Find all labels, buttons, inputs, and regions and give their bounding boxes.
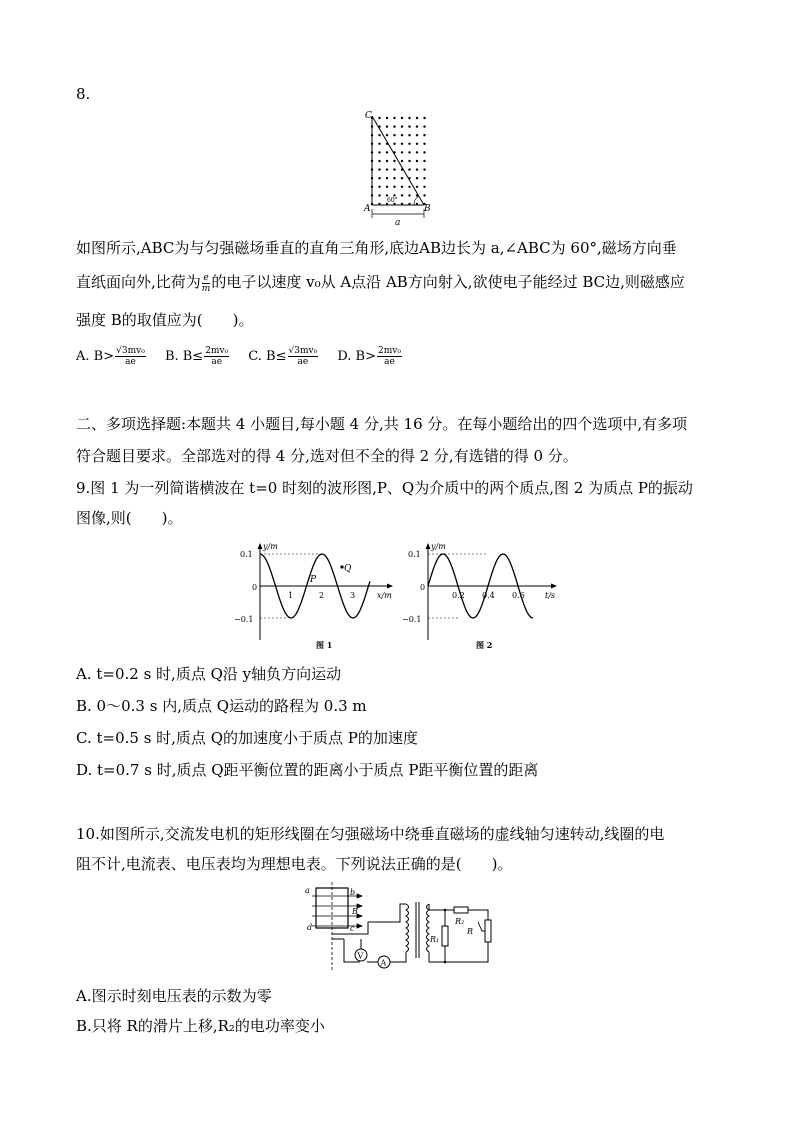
field-dot bbox=[408, 134, 410, 136]
field-dot bbox=[393, 134, 395, 136]
label-c: c bbox=[350, 924, 355, 933]
field-dot bbox=[408, 117, 410, 119]
rheostat-R bbox=[485, 920, 491, 942]
label-A: A bbox=[364, 204, 371, 214]
field-dot bbox=[423, 151, 425, 153]
q10-line2: 阻不计,电流表、电压表均为理想电表。下列说法正确的是( )。 bbox=[76, 855, 513, 873]
field-dot bbox=[378, 160, 380, 162]
q9-option-d[interactable]: D. t=0.7 s 时,质点 Q距平衡位置的距离小于质点 P距平衡位置的距离 bbox=[76, 761, 539, 779]
fig2-tick-0.6: 0.6 bbox=[512, 591, 525, 600]
field-dot bbox=[386, 186, 388, 188]
q8-option-a[interactable]: A. B> $\frac{\text{√3mv₀}}{ae}$ bbox=[76, 346, 145, 367]
svg-text:x/m: x/m bbox=[377, 591, 392, 600]
q8-option-c[interactable]: C. B≤ $\frac{\text{√3mv₀}}{ae}$ bbox=[248, 346, 318, 367]
field-dot bbox=[401, 151, 403, 153]
section2-line1: 二、多项选择题:本题共 4 小题目,每小题 4 分,共 16 分。在每小题给出的四个选项中,有多项 bbox=[76, 415, 688, 433]
field-dot bbox=[378, 117, 380, 119]
label-B: B bbox=[352, 907, 358, 916]
field-dot bbox=[423, 168, 425, 170]
field-dot bbox=[401, 177, 403, 179]
field-dot bbox=[416, 168, 418, 170]
q9-figure2 bbox=[402, 540, 572, 652]
section2-line2: 符合题目要求。全部选对的得 4 分,选对但不全的得 2 分,有选错的得 0 分。 bbox=[76, 447, 578, 465]
field-dot bbox=[423, 177, 425, 179]
field-dot bbox=[386, 134, 388, 136]
q9-option-a[interactable]: A. t=0.2 s 时,质点 Q沿 y轴负方向运动 bbox=[76, 665, 342, 683]
q9-line2: 图像,则( )。 bbox=[76, 509, 183, 527]
q8-options bbox=[76, 346, 417, 367]
field-dot bbox=[408, 143, 410, 145]
q10-circuit-figure bbox=[302, 882, 502, 974]
field-dot bbox=[393, 160, 395, 162]
transformer-secondary bbox=[427, 904, 430, 952]
field-dot bbox=[423, 194, 425, 196]
field-dot bbox=[378, 177, 380, 179]
svg-text:0.1: 0.1 bbox=[240, 550, 253, 559]
field-dot bbox=[401, 117, 403, 119]
q8-number: 8. bbox=[76, 85, 91, 103]
field-dot bbox=[386, 117, 388, 119]
q8-text-line2 bbox=[76, 272, 685, 294]
field-dot bbox=[416, 125, 418, 127]
svg-text:0: 0 bbox=[420, 583, 426, 592]
fig1-tick-1: 1 bbox=[288, 591, 294, 600]
field-dot bbox=[408, 160, 410, 162]
field-dot bbox=[401, 125, 403, 127]
q10-option-b[interactable]: B.只将 R的滑片上移,R₂的电功率变小 bbox=[76, 1017, 325, 1035]
resistor-R1 bbox=[442, 926, 448, 946]
label-b: b bbox=[350, 888, 356, 897]
field-dot bbox=[408, 168, 410, 170]
voltmeter-label: V bbox=[357, 951, 364, 961]
label-C: C bbox=[365, 111, 372, 121]
q8-text-line1: 如图所示,ABC为与匀强磁场垂直的直角三角形,底边AB边长为 a,∠ABC为 60°,磁场方向垂 bbox=[76, 239, 677, 257]
q9-line1: 9.图 1 为一列简谐横波在 t=0 时刻的波形图,P、Q为介质中的两个质点,图 2 为质点 P的振动 bbox=[76, 479, 693, 497]
q8-option-b[interactable]: B. B≤ $\frac{\text{2mv₀}}{ae}$ bbox=[164, 346, 229, 367]
field-dot bbox=[416, 134, 418, 136]
field-dot bbox=[416, 186, 418, 188]
label-a: a bbox=[395, 218, 401, 228]
field-dot bbox=[386, 160, 388, 162]
field-dot bbox=[378, 134, 380, 136]
q10-line1: 10.如图所示,交流发电机的矩形线圈在匀强磁场中绕垂直磁场的虚线轴匀速转动,线圈的电 bbox=[76, 825, 665, 843]
field-dot bbox=[416, 160, 418, 162]
field-dot bbox=[408, 186, 410, 188]
field-dot bbox=[423, 186, 425, 188]
field-dot bbox=[386, 177, 388, 179]
svg-text:0.1: 0.1 bbox=[408, 550, 421, 559]
svg-text:0: 0 bbox=[252, 583, 258, 592]
field-dot bbox=[378, 143, 380, 145]
field-dot bbox=[401, 160, 403, 162]
fig2-tick-0.2: 0.2 bbox=[452, 591, 465, 600]
label-R1: R₁ bbox=[430, 935, 440, 944]
field-dot bbox=[393, 125, 395, 127]
q9-option-c[interactable]: C. t=0.5 s 时,质点 Q的加速度小于质点 P的加速度 bbox=[76, 729, 418, 747]
fig1-tick-2: 2 bbox=[319, 591, 325, 600]
field-dot bbox=[408, 125, 410, 127]
fig1-caption: 图 1 bbox=[316, 640, 333, 650]
svg-text:y/m: y/m bbox=[431, 542, 446, 551]
field-dot bbox=[393, 177, 395, 179]
q8-figure bbox=[362, 108, 434, 228]
label-R: R bbox=[467, 927, 474, 936]
label-B: B bbox=[424, 204, 431, 214]
field-dot bbox=[386, 151, 388, 153]
svg-text:−0.1: −0.1 bbox=[402, 615, 422, 624]
svg-text:t/s: t/s bbox=[545, 591, 556, 600]
q9-option-b[interactable]: B. 0～0.3 s 内,质点 Q运动的路程为 0.3 m bbox=[76, 697, 367, 715]
field-dot bbox=[416, 151, 418, 153]
field-dot bbox=[378, 151, 380, 153]
field-dot bbox=[423, 125, 425, 127]
q8-text2a: 直纸面向外,比荷为 bbox=[76, 273, 201, 291]
label-d: d bbox=[307, 923, 313, 932]
field-dot bbox=[393, 143, 395, 145]
field-dot bbox=[401, 134, 403, 136]
fig2-tick-0.4: 0.4 bbox=[482, 591, 495, 600]
field-dot bbox=[378, 194, 380, 196]
field-dot bbox=[386, 125, 388, 127]
resistor-R2 bbox=[454, 907, 468, 913]
transformer-primary bbox=[406, 904, 409, 952]
field-dot bbox=[416, 143, 418, 145]
field-dot bbox=[393, 117, 395, 119]
fig1-point-Q: Q bbox=[344, 564, 352, 574]
q10-option-a[interactable]: A.图示时刻电压表的示数为零 bbox=[76, 987, 272, 1005]
label-R2: R₂ bbox=[455, 917, 465, 926]
field-dot bbox=[401, 186, 403, 188]
label-a: a bbox=[305, 886, 310, 895]
field-dot bbox=[401, 143, 403, 145]
field-dot bbox=[393, 168, 395, 170]
field-dot bbox=[416, 117, 418, 119]
field-dot bbox=[423, 143, 425, 145]
label-angle: 60° bbox=[387, 197, 398, 204]
field-dot bbox=[423, 134, 425, 136]
q8-option-d[interactable]: D. B> $\frac{\text{2mv₀}}{ae}$ bbox=[337, 346, 401, 367]
field-dot bbox=[423, 160, 425, 162]
fig2-caption: 图 2 bbox=[476, 640, 493, 650]
field-dot bbox=[378, 186, 380, 188]
field-dot bbox=[378, 168, 380, 170]
svg-text:y/m: y/m bbox=[263, 542, 278, 551]
field-dot bbox=[393, 186, 395, 188]
field-dot bbox=[401, 194, 403, 196]
field-dot bbox=[416, 177, 418, 179]
fig1-tick-3: 3 bbox=[350, 591, 356, 600]
ammeter-label: A bbox=[380, 958, 387, 968]
field-dot bbox=[408, 151, 410, 153]
q8-text-line3: 强度 B的取值应为( )。 bbox=[76, 311, 254, 329]
field-dot bbox=[408, 194, 410, 196]
q9-figure1 bbox=[230, 540, 400, 652]
fig1-point-P: P bbox=[310, 575, 317, 585]
svg-text:−0.1: −0.1 bbox=[234, 615, 254, 624]
field-dot bbox=[423, 117, 425, 119]
q8-text2b: 的电子以速度 v₀从 A点沿 AB方向射入,欲使电子能经过 BC边,则磁感应 bbox=[211, 273, 685, 291]
field-dot bbox=[386, 168, 388, 170]
charge-mass-ratio: $\frac{e}{m}$ bbox=[201, 272, 211, 294]
